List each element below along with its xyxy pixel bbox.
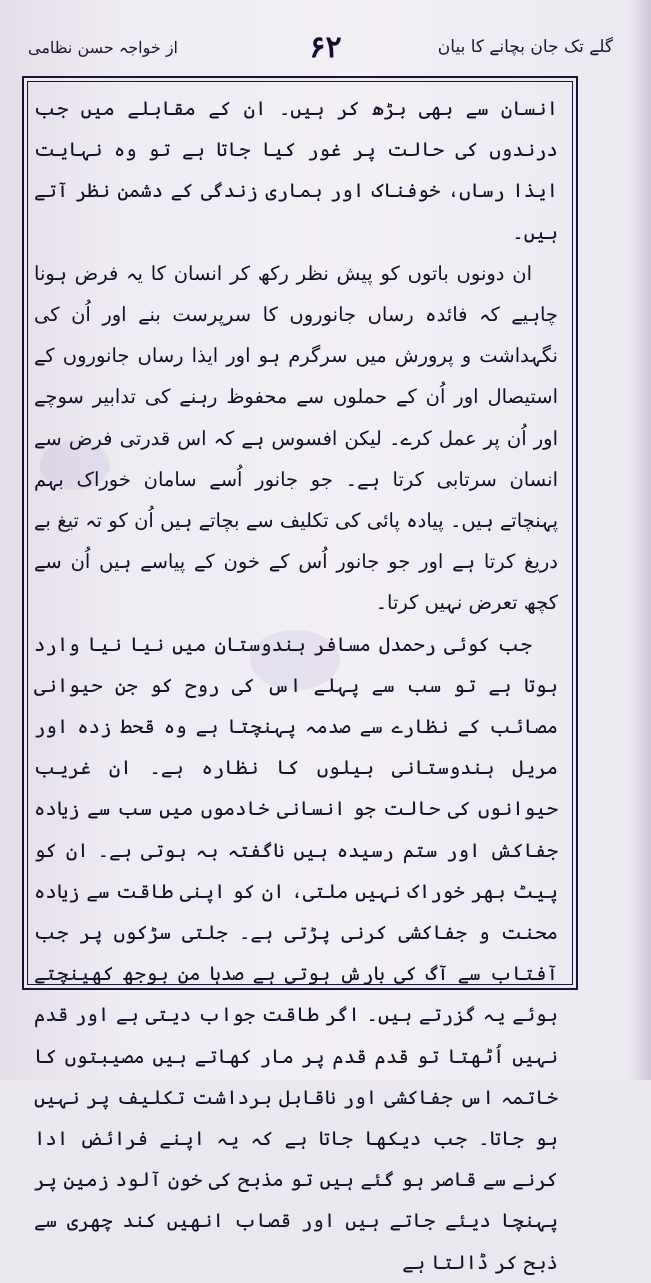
page-number: ۶۲: [309, 30, 342, 65]
paragraph: جب کوئی رحمدل مسافر ہندوستان میں نیا نیا وارد ہوتا ہے تو سب سے پہلے اس کی روح کو جن حیوانی مصائب کے نظارے سے صدمہ پہنچتا ہے وہ قحط زدہ اور مریل ہندوستانی بیلوں کا نظارہ ہے۔ ان غریب حیوانوں کی حالت جو انسانی خادموں میں سب سے زیادہ جفاکش اور ستم رسیدہ ہیں ناگفتہ بہ ہوتی ہے۔ ان کو پیٹ بھر خوراک نہیں ملتی، ان کو اپنی طاقت سے زیادہ محنت و جفاکشی کرنی پڑتی ہے۔ جلتی سڑکوں پر جب آفتاب سے آگ کی بارش ہوتی ہے صدہا من بوجھ کھینچتے ہوئے یہ گزرتے ہیں۔ اگر طاقت جواب دیتی ہے اور قدم نہیں اُٹھتا تو قدم قدم پر مار کھاتے ہیں مصیبتوں کا خاتمہ اس جفاکشی اور ناقابل برداشت تکلیف پر نہیں ہو جاتا۔ جب دیکھا جاتا ہے کہ یہ اپنے فرائض ادا کرنے سے قاصر ہو گئے ہیں تو مذبح کی خون آلود زمین پر پہنچا دیئے جاتے ہیں اور قصاب انھیں کند چھری سے ذبح کر ڈالتا ہے: [34, 632, 558, 1274]
paragraph: ان دونوں باتوں کو پیش نظر رکھ کر انسان کا یہ فرض ہونا چاہیے کہ فائدہ رساں جانوروں کا سرپرست بنے اور اُن کی نگہداشت و پرورش میں سرگرم ہو اور ایذا رساں جانوروں کے استیصال اور اُن کے حملوں سے محفوظ رہنے کی تدابیر سوچے اور اُن پر عمل کرے۔ لیکن افسوس ہے کہ اس قدرتی فرض سے انسان سرتابی کرتا ہے۔ جو جانور اُسے سامان خوراک بہم پہنچاتے ہیں۔ پیادہ پائی کی تکلیف سے بچاتے ہیں اُن کو تہ تیغ بے دریغ کرتا ہے اور جو جانور اُس کے خون کے پیاسے ہیں اُن سے کچھ تعرض نہیں کرتا۔: [34, 261, 558, 615]
running-title: گلے تک جان بچانے کا بیان: [437, 37, 613, 57]
author-credit: از خواجہ حسن نظامی: [28, 38, 178, 57]
page-header: [28, 30, 623, 70]
book-spine-shadow: [629, 0, 651, 1080]
body-text: [34, 88, 558, 1274]
paragraph: انسان سے بھی بڑھ کر ہیں۔ ان کے مقابلے میں جب درندوں کی حالت پر غور کیا جاتا ہے تو وہ نہایت ایذا رساں، خوفناک اور ہماری زندگی کے دشمن نظر آتے ہیں۔: [34, 97, 558, 244]
